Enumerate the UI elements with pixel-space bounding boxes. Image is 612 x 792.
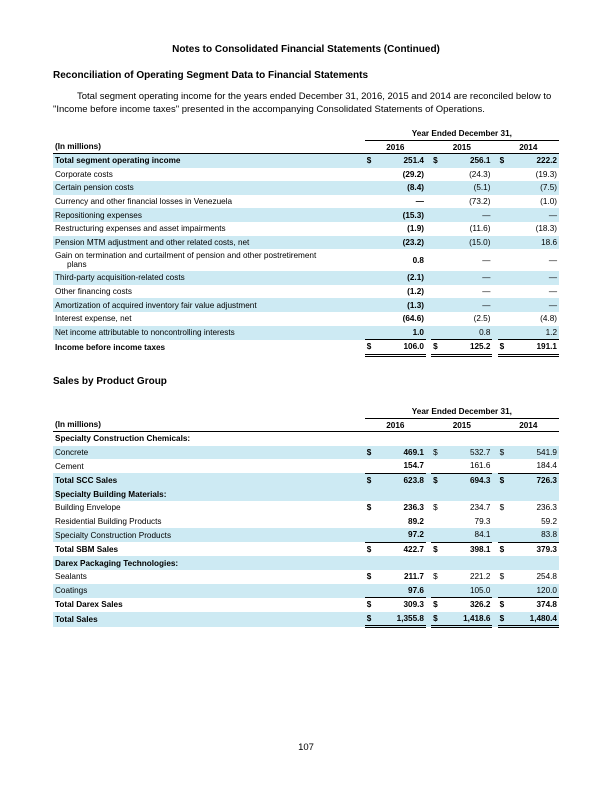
row-label [53,326,365,340]
row-label-text: Third-party acquisition-related costs [55,273,185,283]
row-label [53,515,365,529]
row-label [53,556,365,570]
currency-symbol [498,168,508,182]
value-2016: 422.7 [403,545,424,555]
currency-symbol: $ [499,545,505,555]
row-label-text: Currency and other financial losses in Venezuela [55,197,233,207]
row-label [53,195,365,209]
row-label [53,181,365,195]
row-label [53,612,365,627]
row-label-text: Total SBM Sales [55,544,119,554]
value-2015: 1,418.6 [442,612,493,627]
table-row [53,208,559,222]
value-2014 [508,432,559,446]
currency-symbol [431,208,441,222]
value-2015: — [482,255,491,265]
currency-symbol: $ [498,340,508,356]
value-2015: 326.2 [469,600,491,610]
row-label [53,154,365,168]
period-header: Year Ended December 31, [365,127,559,141]
table-row [53,168,559,182]
row-label [53,432,365,446]
value-2015: 161.6 [442,459,493,473]
value-2016 [375,487,426,501]
currency-symbol: $ [433,572,438,582]
currency-symbol [498,487,508,501]
period-header-row [53,405,559,419]
currency-symbol: $ [433,545,438,555]
table-row [53,236,559,250]
row-label-text: Restructuring expenses and asset impairments [55,224,226,234]
table-row [53,326,559,340]
currency-symbol [365,208,375,222]
row-label [53,249,365,271]
table-row [53,298,559,312]
year-header: 2015 [431,141,492,154]
value-2015: (24.3) [469,169,491,179]
currency-symbol [498,459,508,473]
value-2016: (64.6) [402,314,424,324]
currency-symbol [431,312,441,326]
value-2015: — [482,287,491,297]
table-row [53,446,559,460]
value-2016: (1.2) [407,287,424,297]
value-2014: (7.5) [508,181,559,195]
value-2016 [375,556,426,570]
value-2014: 59.2 [541,516,557,526]
row-label [53,459,365,473]
currency-symbol [365,222,375,236]
currency-symbol [365,181,375,195]
currency-symbol [431,222,441,236]
value-2014 [508,556,559,570]
row-label-text: Other financing costs [55,287,132,297]
table-row [53,612,559,627]
value-2015: 234.7 [469,503,491,513]
value-2016: 106.0 [375,340,426,356]
table-row [53,542,559,556]
value-2015: 398.1 [469,545,491,555]
currency-symbol [498,222,508,236]
value-2015: (5.1) [442,181,493,195]
currency-symbol: $ [498,446,508,460]
row-label [53,501,365,515]
value-2015: (11.6) [469,224,491,234]
row-label [53,473,365,487]
table-row [53,340,559,356]
column-header-row [53,141,559,154]
row-label-text: Concrete [55,447,89,457]
row-label-text: Coatings [55,586,88,596]
value-2016: 309.3 [403,600,424,610]
currency-symbol [431,528,441,542]
period-header: Year Ended December 31, [365,405,559,419]
page-number: 107 [298,742,314,753]
currency-symbol [365,584,375,598]
currency-symbol [365,236,375,250]
table-row [53,459,559,473]
row-label [53,528,365,542]
value-2016: (8.4) [375,181,426,195]
currency-symbol [365,285,375,299]
row-label-text: Certain pension costs [55,183,134,193]
value-2014: 374.8 [536,600,557,610]
row-label [53,285,365,299]
row-label-text: Repositioning expenses [55,210,142,220]
currency-symbol [431,487,441,501]
section-title-reconciliation: Reconciliation of Operating Segment Data to Financial Statements [53,70,369,81]
table-row [53,528,559,542]
row-label-text: Residential Building Products [55,516,162,526]
value-2016 [375,432,426,446]
value-2015: 532.7 [442,446,493,460]
value-2014: 1.2 [508,326,559,340]
value-2016: (15.3) [375,208,426,222]
currency-symbol [498,312,508,326]
value-2014: 184.4 [508,459,559,473]
table-row [53,584,559,598]
value-2016: 97.2 [375,528,426,542]
row-label [53,584,365,598]
value-2014: (4.8) [540,314,557,324]
year-header: 2016 [365,141,426,154]
currency-symbol [431,515,441,529]
value-2014: 254.8 [536,572,557,582]
table-row [53,515,559,529]
currency-symbol: $ [499,503,505,513]
value-2016: 1.0 [375,326,426,340]
currency-symbol [498,249,508,271]
value-2014: 18.6 [508,236,559,250]
row-label-text: Total Darex Sales [55,600,123,610]
row-label [53,570,365,584]
row-label-text: Interest expense, net [55,314,132,324]
currency-symbol: $ [365,612,375,627]
table-row [53,598,559,612]
currency-symbol: $ [433,600,438,610]
row-label [53,487,365,501]
currency-symbol: $ [499,600,505,610]
row-label [53,340,365,356]
row-label-text: Total Sales [55,614,98,624]
value-2015: 84.1 [442,528,493,542]
value-2015: 105.0 [442,584,493,598]
value-2016: 89.2 [408,516,424,526]
value-2015: — [442,271,493,285]
value-2015: 0.8 [442,326,493,340]
currency-symbol [498,181,508,195]
currency-symbol: $ [365,154,375,168]
row-label-text: Total SCC Sales [55,475,118,485]
currency-symbol: $ [365,340,375,356]
value-2014: 222.2 [508,154,559,168]
row-label-text: Corporate costs [55,169,113,179]
value-2014: (19.3) [535,169,557,179]
currency-symbol [498,236,508,250]
period-header-row [53,127,559,141]
currency-symbol: $ [431,340,441,356]
currency-symbol [498,515,508,529]
value-2016: (1.3) [375,298,426,312]
currency-symbol: $ [499,572,505,582]
currency-symbol: $ [431,612,441,627]
currency-symbol: $ [366,572,372,582]
value-2014: 379.3 [536,545,557,555]
year-header: 2016 [365,419,426,432]
value-2016: (2.1) [375,271,426,285]
value-2015: — [442,208,493,222]
row-label-text: Amortization of acquired inventory fair value adjustment [55,300,257,310]
page-header: Notes to Consolidated Financial Statements (Continued) [172,44,440,55]
currency-symbol: $ [433,503,438,513]
currency-symbol: $ [431,446,441,460]
row-label-text: Net income attributable to noncontrolling interests [55,328,235,338]
value-2015: (73.2) [469,197,491,207]
value-2015 [442,556,493,570]
units-label: (In millions) [53,419,365,432]
currency-symbol: $ [365,473,375,487]
table-row [53,487,559,501]
currency-symbol [431,271,441,285]
year-header: 2015 [431,419,492,432]
value-2016: 211.7 [403,572,424,582]
currency-symbol: $ [366,545,372,555]
currency-symbol: $ [498,154,508,168]
row-label [53,542,365,556]
currency-symbol [431,249,441,271]
value-2014: — [508,208,559,222]
value-2016: 154.7 [375,459,426,473]
units-label: (In millions) [53,141,365,154]
row-label [53,168,365,182]
row-label-text: Specialty Building Materials: [55,489,167,499]
row-label-text: Building Envelope [55,503,121,513]
value-2015: 79.3 [474,516,491,526]
value-2015: 125.2 [442,340,493,356]
value-2016: (23.2) [375,236,426,250]
value-2014: (1.0) [540,197,557,207]
value-2014: 726.3 [508,473,559,487]
currency-symbol [365,298,375,312]
value-2016: 623.8 [375,473,426,487]
value-2014: 120.0 [508,584,559,598]
currency-symbol [431,556,441,570]
table-row [53,285,559,299]
row-label-text: Darex Packaging Technologies: [55,558,179,568]
currency-symbol [365,459,375,473]
value-2015: — [442,298,493,312]
currency-symbol [365,556,375,570]
currency-symbol [498,326,508,340]
currency-symbol [431,584,441,598]
value-2014: — [508,271,559,285]
currency-symbol [365,312,375,326]
reconciliation-table [53,127,559,357]
row-label-text: Total segment operating income [55,156,181,166]
column-header-row [53,419,559,432]
row-label-text: Specialty Construction Chemicals: [55,434,191,444]
currency-symbol [431,236,441,250]
row-label-text: Income before income taxes [55,342,166,352]
row-label [53,236,365,250]
row-label [53,598,365,612]
value-2015: 694.3 [442,473,493,487]
table-row [53,271,559,285]
table-row [53,195,559,209]
value-2015: 221.2 [469,572,491,582]
value-2015: (2.5) [473,314,491,324]
row-label-text: Gain on termination and curtailment of pension and other postretirement [55,251,317,261]
row-label [53,271,365,285]
currency-symbol [498,208,508,222]
currency-symbol [365,249,375,271]
value-2015 [442,432,493,446]
currency-symbol [365,168,375,182]
row-label-text: Specialty Construction Products [55,530,172,540]
sales-table [53,405,559,628]
value-2016: 1,355.8 [375,612,426,627]
currency-symbol: $ [431,154,441,168]
currency-symbol [498,528,508,542]
value-2016: 0.8 [412,255,424,265]
currency-symbol: $ [366,503,372,513]
year-header: 2014 [498,419,559,432]
table-row [53,570,559,584]
currency-symbol [365,528,375,542]
row-label [53,222,365,236]
value-2016: 97.6 [375,584,426,598]
currency-symbol [498,285,508,299]
currency-symbol [431,181,441,195]
table-row [53,154,559,168]
currency-symbol: $ [431,473,441,487]
value-2014: — [508,298,559,312]
value-2014: 541.9 [508,446,559,460]
currency-symbol [365,515,375,529]
currency-symbol [365,487,375,501]
currency-symbol [431,432,441,446]
value-2016: 236.3 [403,503,424,513]
currency-symbol [498,195,508,209]
currency-symbol [365,271,375,285]
currency-symbol [431,459,441,473]
table-row [53,312,559,326]
section-title-sales: Sales by Product Group [53,376,167,387]
value-2014 [508,487,559,501]
table-row [53,181,559,195]
currency-symbol [431,195,441,209]
value-2016: (29.2) [402,169,424,179]
value-2015 [442,487,493,501]
currency-symbol [498,432,508,446]
value-2016: — [415,197,424,207]
row-label [53,446,365,460]
currency-symbol [498,298,508,312]
table-row [53,222,559,236]
currency-symbol [365,432,375,446]
row-label [53,312,365,326]
intro-paragraph: Total segment operating income for the years ended December 31, 2016, 2015 and 2014 are reconciled below to "Income before income taxes" presented in the accompanying Consolidated Statements of Operations. [53,91,552,115]
currency-symbol [498,584,508,598]
value-2015: (15.0) [442,236,493,250]
currency-symbol: $ [498,612,508,627]
table-row [53,473,559,487]
table-row [53,432,559,446]
row-label-text: Sealants [55,572,87,582]
table-row [53,556,559,570]
value-2014: 236.3 [536,503,557,513]
row-label-text: Pension MTM adjustment and other related costs, net [55,237,250,247]
value-2014: 191.1 [508,340,559,356]
value-2016: (1.9) [407,224,424,234]
currency-symbol [498,271,508,285]
value-2016: 469.1 [375,446,426,460]
row-label [53,208,365,222]
currency-symbol: $ [365,446,375,460]
currency-symbol [498,556,508,570]
value-2014: 83.8 [508,528,559,542]
value-2014: 1,480.4 [508,612,559,627]
year-header: 2014 [498,141,559,154]
currency-symbol [365,326,375,340]
currency-symbol [431,326,441,340]
currency-symbol [431,285,441,299]
currency-symbol: $ [498,473,508,487]
value-2014: — [548,287,557,297]
value-2016: 251.4 [375,154,426,168]
row-label-continuation: plans [67,260,87,270]
table-row [53,249,559,271]
row-label [53,298,365,312]
value-2015: 256.1 [442,154,493,168]
value-2014: — [548,255,557,265]
currency-symbol: $ [366,600,372,610]
value-2014: (18.3) [535,224,557,234]
row-label-text: Cement [55,461,84,471]
table-row [53,501,559,515]
currency-symbol [365,195,375,209]
currency-symbol [431,168,441,182]
currency-symbol [431,298,441,312]
